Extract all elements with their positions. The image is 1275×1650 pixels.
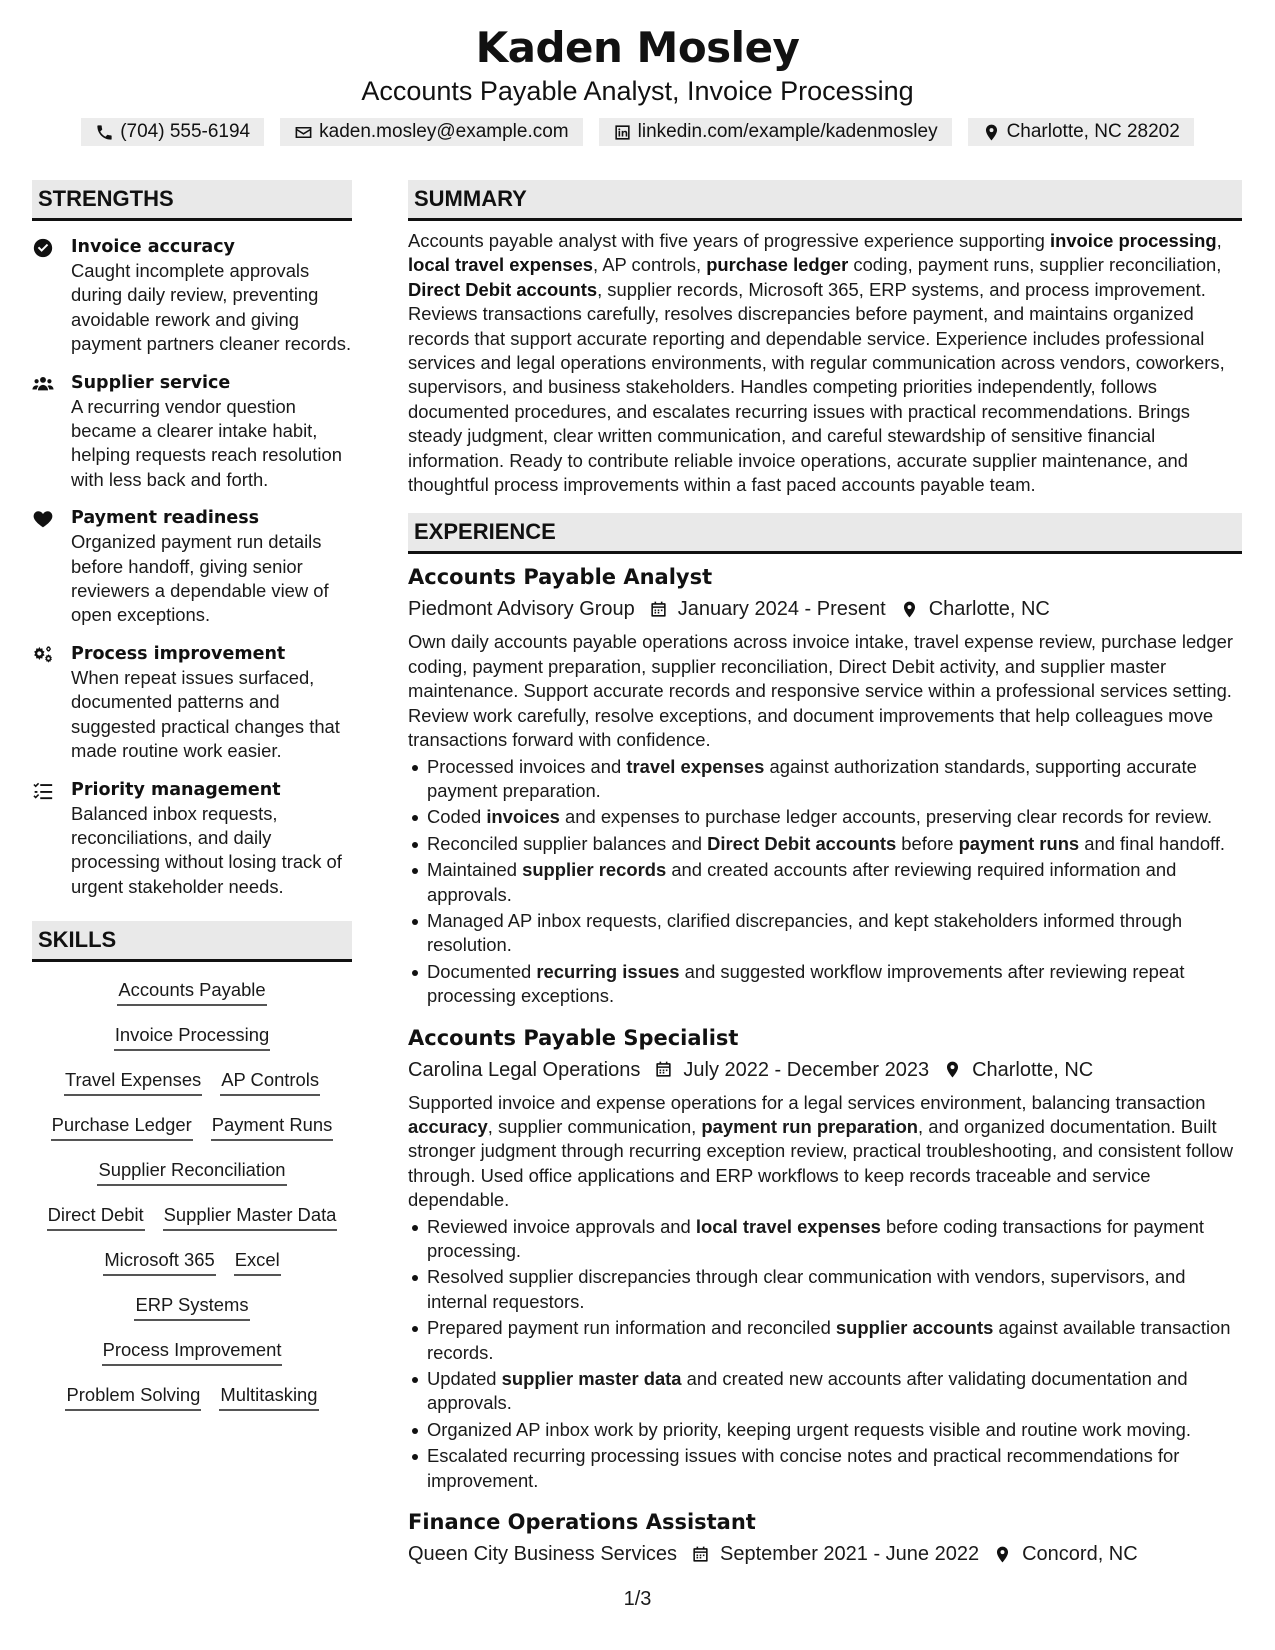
experience-heading: EXPERIENCE [408, 513, 1242, 554]
strength-title: Payment readiness [71, 508, 260, 529]
skill-tag: AP Controls [220, 1066, 320, 1096]
candidate-title: Accounts Payable Analyst, Invoice Processing [361, 76, 914, 106]
job-location: Charlotte, NC [928, 598, 1050, 621]
strength-item [32, 371, 352, 493]
contact-email-text: kaden.mosley@example.com [319, 121, 569, 142]
skill-tag: Travel Expenses [64, 1066, 202, 1096]
job-bullets [408, 755, 1242, 1009]
bullet-item: Maintained supplier records and created accounts after reviewing required information and approvals. [408, 858, 1242, 907]
bullet-item: Documented recurring issues and suggested workflow improvements after reviewing repeat processing exceptions. [408, 960, 1242, 1009]
strength-title: Supplier service [71, 372, 231, 393]
contact-linkedin-text: linkedin.com/example/kadenmosley [637, 121, 938, 142]
job-entry [408, 562, 1242, 1008]
job-company: Queen City Business Services [408, 1543, 678, 1566]
skill-tag: Supplier Master Data [163, 1201, 338, 1231]
skill-tag: Purchase Ledger [51, 1111, 193, 1141]
calendar-icon [649, 600, 668, 619]
right-column [408, 180, 1242, 1569]
job-dates: January 2024 - Present [677, 598, 886, 621]
strength-title: Invoice accuracy [71, 237, 235, 257]
list-check-icon [32, 780, 54, 802]
job-dates: July 2022 - December 2023 [683, 1058, 930, 1081]
strength-text: Balanced inbox requests, reconciliations, and daily processing without losing track of urgent stakeholder needs. [71, 802, 342, 897]
job-company: Piedmont Advisory Group [408, 598, 635, 621]
job-dates: September 2021 - June 2022 [720, 1543, 980, 1566]
bullet-item: Reviewed invoice approvals and local travel expenses before coding transactions for payment processing. [408, 1215, 1242, 1264]
skill-row [32, 1201, 352, 1246]
strength-item [32, 235, 352, 357]
strength-item [32, 506, 352, 628]
skill-tag: Microsoft 365 [103, 1246, 215, 1276]
strength-title: Priority management [71, 779, 281, 800]
strength-text: Organized payment run details before handoff, giving senior reviewers a dependable view of open exceptions. [71, 531, 329, 626]
job-company: Carolina Legal Operations [408, 1058, 641, 1081]
job-entry [408, 1507, 1242, 1569]
job-title: Accounts Payable Specialist [408, 1025, 739, 1050]
resume-header [0, 22, 1275, 146]
contact-email[interactable] [280, 118, 583, 146]
contact-phone[interactable] [81, 118, 264, 146]
skill-row [32, 1246, 352, 1291]
job-description: Supported invoice and expense operations for a legal services environment, balancing transaction accuracy, supplier communication, payment run preparation, and organized documentation. Built stronger judgment through recurring exception review, practical troubleshooting, and consistent follow through. Used office applications and ERP workflows to keep records traceable and service dependable. [408, 1091, 1233, 1211]
skill-row [32, 1336, 352, 1381]
bullet-item: Organized AP inbox work by priority, keeping urgent requests visible and routine work moving. [408, 1418, 1242, 1442]
calendar-icon [691, 1545, 710, 1564]
skills-heading: SKILLS [32, 921, 352, 962]
skill-tag: Direct Debit [47, 1201, 145, 1231]
skill-row [32, 1381, 352, 1426]
skill-row [32, 1066, 352, 1111]
job-title: Finance Operations Assistant [408, 1510, 756, 1535]
contact-bar [0, 118, 1275, 146]
job-description: Own daily accounts payable operations across invoice intake, travel expense review, purchase ledger coding, payment preparation, supplier reconciliation, Direct Debit activity, and supplier master maintenance. Support accurate records and responsive service within a professional services setting. Review work carefully, resolve exceptions, and document improvements that help colleagues move transactions forward with confidence. [408, 631, 1233, 751]
left-column [32, 180, 352, 1426]
skill-tag: Excel [234, 1246, 281, 1276]
skill-row [32, 1021, 352, 1066]
skill-row [32, 1111, 352, 1156]
map-pin-icon [982, 123, 1001, 142]
skill-tag: Problem Solving [65, 1381, 201, 1411]
contact-phone-text: (704) 555-6194 [120, 121, 251, 142]
strength-text: A recurring vendor question became a clearer intake habit, helping requests reach resolution with less back and forth. [71, 395, 342, 490]
skill-row [32, 976, 352, 1021]
job-meta [408, 594, 1242, 624]
bullet-item: Prepared payment run information and reconciled supplier accounts against available transaction records. [408, 1316, 1242, 1365]
strength-title: Process improvement [71, 643, 286, 664]
skill-tag: Invoice Processing [114, 1021, 270, 1051]
users-icon [32, 373, 54, 395]
contact-location [968, 118, 1194, 146]
job-entry [408, 1023, 1242, 1494]
skill-tag: Supplier Reconciliation [97, 1156, 286, 1186]
bullet-item: Managed AP inbox requests, clarified discrepancies, and kept stakeholders informed through resolution. [408, 909, 1242, 958]
heart-icon [32, 508, 54, 530]
skill-tag: Multitasking [219, 1381, 318, 1411]
strength-item [32, 642, 352, 764]
bullet-item: Coded invoices and expenses to purchase ledger accounts, preserving clear records for review. [408, 805, 1242, 829]
map-pin-icon [943, 1060, 962, 1079]
phone-icon [95, 123, 114, 142]
strength-item [32, 778, 352, 900]
strength-text: When repeat issues surfaced, documented patterns and suggested practical changes that made routine work easier. [71, 666, 340, 762]
job-meta [408, 1055, 1242, 1085]
strength-text: Caught incomplete approvals during daily review, preventing avoidable rework and giving payment partners cleaner records. [71, 260, 352, 355]
bullet-item: Updated supplier master data and created new accounts after validating documentation and approvals. [408, 1367, 1242, 1416]
map-pin-icon [993, 1545, 1012, 1564]
summary-heading: SUMMARY [408, 180, 1242, 221]
contact-linkedin[interactable] [599, 118, 952, 146]
linkedin-icon [613, 123, 632, 142]
candidate-name: Kaden Mosley [475, 23, 800, 72]
contact-location-text: Charlotte, NC 28202 [1006, 121, 1180, 142]
skill-row [32, 1156, 352, 1201]
skill-tag: Payment Runs [211, 1111, 334, 1141]
experience-list [408, 562, 1242, 1569]
skill-row [32, 1291, 352, 1336]
job-title: Accounts Payable Analyst [408, 565, 713, 590]
job-meta [408, 1539, 1242, 1569]
job-bullets [408, 1215, 1242, 1493]
bullet-item: Resolved supplier discrepancies through clear communication with vendors, supervisors, and internal requestors. [408, 1265, 1242, 1314]
bullet-item: Escalated recurring processing issues with concise notes and practical recommendations for improvement. [408, 1444, 1242, 1493]
summary-text: Accounts payable analyst with five years of progressive experience supporting invoice processing, local travel expenses, AP controls, purchase ledger coding, payment runs, supplier reconciliation, Direct Debit accounts, supplier records, Microsoft 365, ERP systems, and process improvement. Reviews transactions carefully, resolves discrepancies before payment, and maintains organized records that support accurate reporting and dependable service. Experience includes professional services and legal operations environments, with regular communication across vendors, coworkers, supervisors, and business stakeholders. Handles competing priorities independently, follows documented procedures, and escalates recurring issues with practical recommendations. Brings steady judgment, clear written communication, and careful stewardship of sensitive financial information. Ready to contribute reliable invoice operations, accurate supplier maintenance, and thoughtful process improvements within a fast paced accounts payable team. [408, 230, 1225, 496]
check-circle-icon [32, 237, 54, 259]
calendar-icon [654, 1060, 673, 1079]
job-location: Concord, NC [1022, 1543, 1138, 1566]
gears-icon [32, 644, 54, 666]
page-number: 1/3 [623, 1588, 652, 1610]
strengths-heading: STRENGTHS [32, 180, 352, 221]
bullet-item: Reconciled supplier balances and Direct Debit accounts before payment runs and final handoff. [408, 832, 1242, 856]
bullet-item: Processed invoices and travel expenses against authorization standards, supporting accurate payment preparation. [408, 755, 1242, 804]
skills-list [32, 976, 352, 1426]
map-pin-icon [900, 600, 919, 619]
skill-tag: Accounts Payable [117, 976, 266, 1006]
skill-tag: ERP Systems [134, 1291, 249, 1321]
envelope-icon [294, 123, 313, 142]
job-location: Charlotte, NC [972, 1058, 1094, 1081]
skill-tag: Process Improvement [102, 1336, 283, 1366]
